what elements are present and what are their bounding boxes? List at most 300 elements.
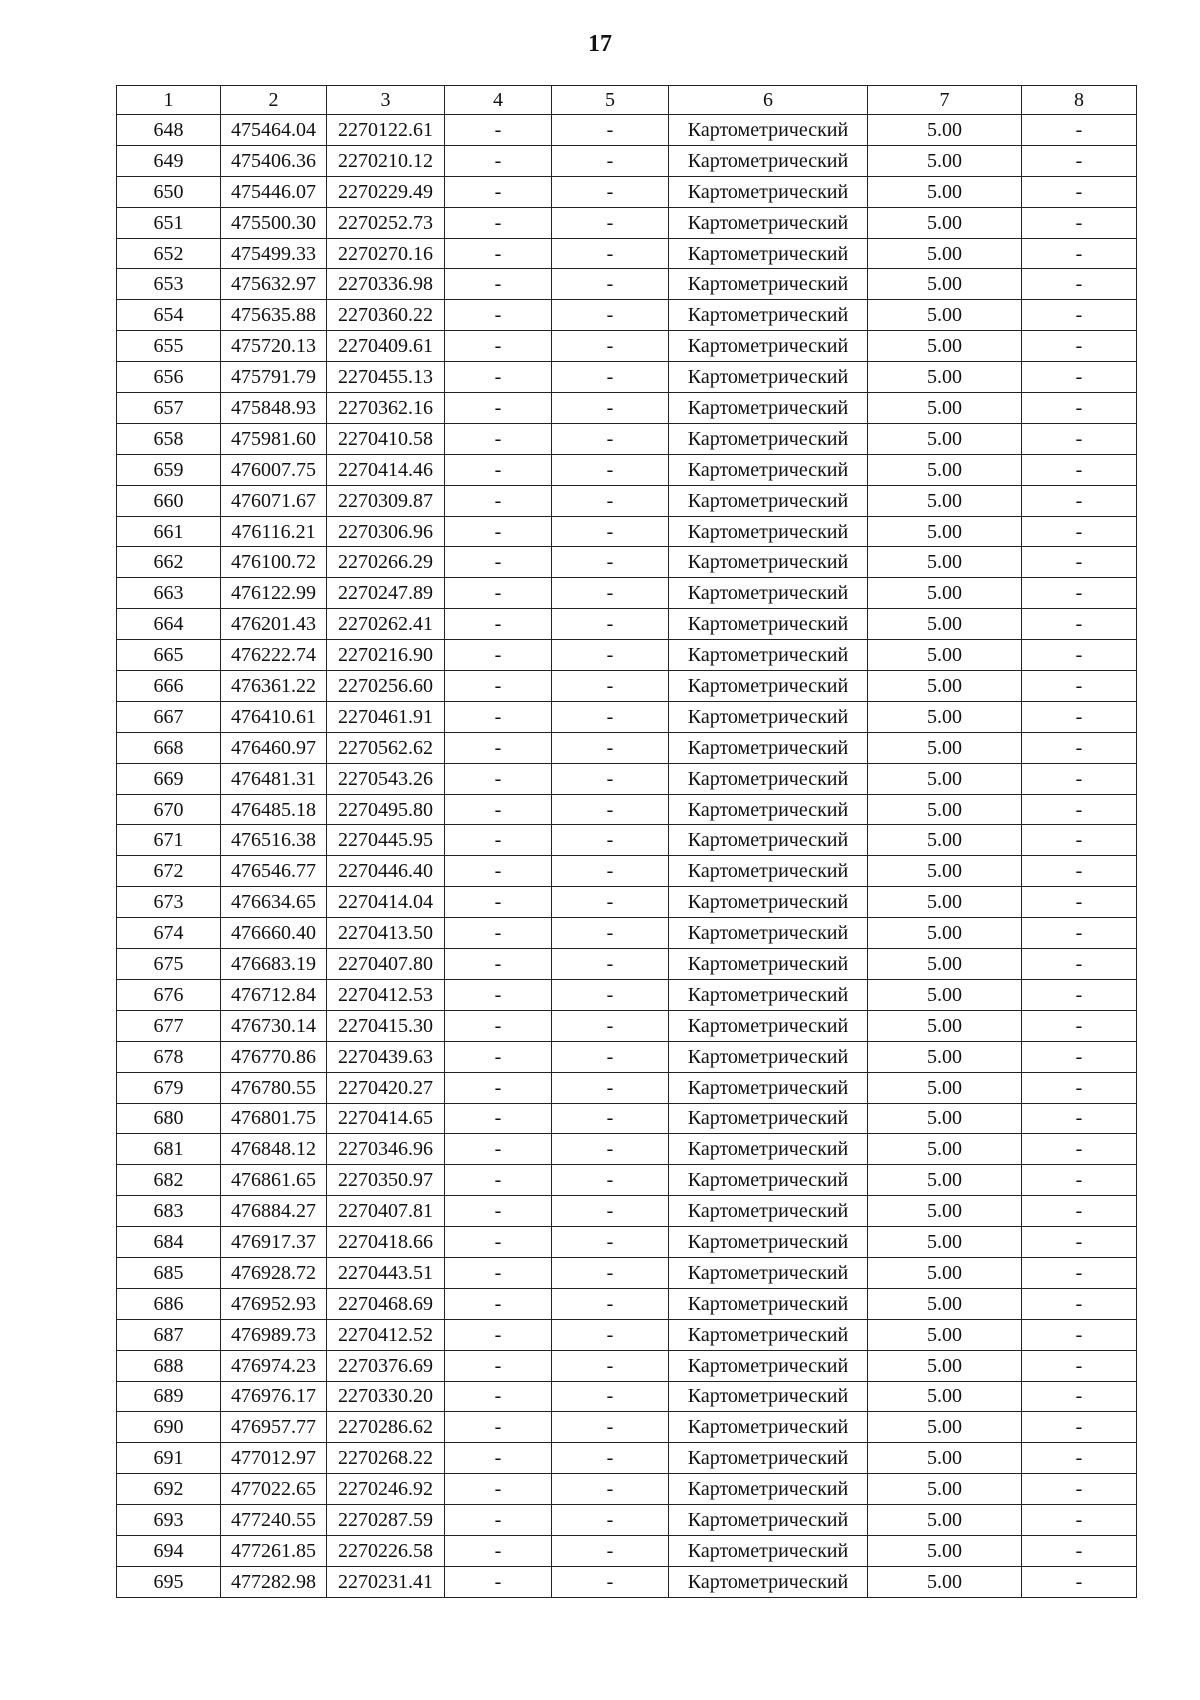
column-5-cell: - bbox=[552, 1196, 669, 1227]
header-row bbox=[117, 86, 1137, 115]
y-coordinate-cell: 2270256.60 bbox=[327, 671, 445, 702]
method-cell: Картометрический bbox=[669, 547, 868, 578]
point-number-cell: 673 bbox=[117, 887, 221, 918]
table-row bbox=[117, 825, 1137, 856]
column-4-cell: - bbox=[445, 1505, 552, 1536]
column-8-cell: - bbox=[1022, 949, 1137, 980]
method-cell: Картометрический bbox=[669, 1505, 868, 1536]
point-number-cell: 652 bbox=[117, 238, 221, 269]
column-4-cell: - bbox=[445, 1288, 552, 1319]
column-4-cell: - bbox=[445, 1381, 552, 1412]
x-coordinate-cell: 476201.43 bbox=[221, 609, 327, 640]
point-number-cell: 694 bbox=[117, 1535, 221, 1566]
column-5-cell: - bbox=[552, 1350, 669, 1381]
y-coordinate-cell: 2270412.52 bbox=[327, 1319, 445, 1350]
column-4-cell: - bbox=[445, 1010, 552, 1041]
point-number-cell: 677 bbox=[117, 1010, 221, 1041]
x-coordinate-cell: 476974.23 bbox=[221, 1350, 327, 1381]
point-number-cell: 671 bbox=[117, 825, 221, 856]
point-number-cell: 670 bbox=[117, 794, 221, 825]
accuracy-cell: 5.00 bbox=[868, 1412, 1022, 1443]
accuracy-cell: 5.00 bbox=[868, 1165, 1022, 1196]
accuracy-cell: 5.00 bbox=[868, 979, 1022, 1010]
method-cell: Картометрический bbox=[669, 176, 868, 207]
x-coordinate-cell: 475499.33 bbox=[221, 238, 327, 269]
point-number-cell: 656 bbox=[117, 362, 221, 393]
y-coordinate-cell: 2270252.73 bbox=[327, 207, 445, 238]
x-coordinate-cell: 475848.93 bbox=[221, 393, 327, 424]
method-cell: Картометрический bbox=[669, 1010, 868, 1041]
accuracy-cell: 5.00 bbox=[868, 1443, 1022, 1474]
y-coordinate-cell: 2270270.16 bbox=[327, 238, 445, 269]
column-5-cell: - bbox=[552, 485, 669, 516]
column-4-cell: - bbox=[445, 176, 552, 207]
column-5-cell: - bbox=[552, 609, 669, 640]
column-8-cell: - bbox=[1022, 671, 1137, 702]
table-row bbox=[117, 1319, 1137, 1350]
column-4-cell: - bbox=[445, 1134, 552, 1165]
method-cell: Картометрический bbox=[669, 1412, 868, 1443]
column-8-cell: - bbox=[1022, 1535, 1137, 1566]
y-coordinate-cell: 2270407.81 bbox=[327, 1196, 445, 1227]
column-4-cell: - bbox=[445, 115, 552, 146]
column-4-cell: - bbox=[445, 701, 552, 732]
method-cell: Картометрический bbox=[669, 485, 868, 516]
accuracy-cell: 5.00 bbox=[868, 1319, 1022, 1350]
column-5-cell: - bbox=[552, 1257, 669, 1288]
table-row bbox=[117, 115, 1137, 146]
point-number-cell: 657 bbox=[117, 393, 221, 424]
column-8-cell: - bbox=[1022, 1412, 1137, 1443]
column-8-cell: - bbox=[1022, 300, 1137, 331]
method-cell: Картометрический bbox=[669, 578, 868, 609]
point-number-cell: 663 bbox=[117, 578, 221, 609]
accuracy-cell: 5.00 bbox=[868, 423, 1022, 454]
y-coordinate-cell: 2270495.80 bbox=[327, 794, 445, 825]
point-number-cell: 669 bbox=[117, 763, 221, 794]
method-cell: Картометрический bbox=[669, 918, 868, 949]
table-row bbox=[117, 1227, 1137, 1258]
y-coordinate-cell: 2270246.92 bbox=[327, 1474, 445, 1505]
column-header: 2 bbox=[221, 86, 327, 115]
column-5-cell: - bbox=[552, 331, 669, 362]
table-row bbox=[117, 701, 1137, 732]
point-number-cell: 686 bbox=[117, 1288, 221, 1319]
table-row bbox=[117, 1350, 1137, 1381]
column-4-cell: - bbox=[445, 640, 552, 671]
column-8-cell: - bbox=[1022, 1350, 1137, 1381]
table-row bbox=[117, 454, 1137, 485]
column-5-cell: - bbox=[552, 1381, 669, 1412]
method-cell: Картометрический bbox=[669, 1165, 868, 1196]
table-row bbox=[117, 918, 1137, 949]
x-coordinate-cell: 476848.12 bbox=[221, 1134, 327, 1165]
column-5-cell: - bbox=[552, 887, 669, 918]
column-8-cell: - bbox=[1022, 1288, 1137, 1319]
column-header: 7 bbox=[868, 86, 1022, 115]
x-coordinate-cell: 476928.72 bbox=[221, 1257, 327, 1288]
column-5-cell: - bbox=[552, 207, 669, 238]
point-number-cell: 690 bbox=[117, 1412, 221, 1443]
column-8-cell: - bbox=[1022, 1505, 1137, 1536]
accuracy-cell: 5.00 bbox=[868, 269, 1022, 300]
accuracy-cell: 5.00 bbox=[868, 1103, 1022, 1134]
column-5-cell: - bbox=[552, 238, 669, 269]
table-row bbox=[117, 393, 1137, 424]
x-coordinate-cell: 476884.27 bbox=[221, 1196, 327, 1227]
table-row bbox=[117, 949, 1137, 980]
x-coordinate-cell: 476071.67 bbox=[221, 485, 327, 516]
table-row bbox=[117, 794, 1137, 825]
accuracy-cell: 5.00 bbox=[868, 207, 1022, 238]
x-coordinate-cell: 476660.40 bbox=[221, 918, 327, 949]
column-8-cell: - bbox=[1022, 1257, 1137, 1288]
method-cell: Картометрический bbox=[669, 300, 868, 331]
method-cell: Картометрический bbox=[669, 115, 868, 146]
table-row bbox=[117, 732, 1137, 763]
x-coordinate-cell: 477240.55 bbox=[221, 1505, 327, 1536]
table-header bbox=[117, 86, 1137, 115]
column-8-cell: - bbox=[1022, 454, 1137, 485]
column-4-cell: - bbox=[445, 547, 552, 578]
x-coordinate-cell: 476770.86 bbox=[221, 1041, 327, 1072]
accuracy-cell: 5.00 bbox=[868, 300, 1022, 331]
y-coordinate-cell: 2270468.69 bbox=[327, 1288, 445, 1319]
column-4-cell: - bbox=[445, 516, 552, 547]
column-5-cell: - bbox=[552, 949, 669, 980]
x-coordinate-cell: 475500.30 bbox=[221, 207, 327, 238]
x-coordinate-cell: 475635.88 bbox=[221, 300, 327, 331]
method-cell: Картометрический bbox=[669, 1134, 868, 1165]
y-coordinate-cell: 2270336.98 bbox=[327, 269, 445, 300]
accuracy-cell: 5.00 bbox=[868, 516, 1022, 547]
point-number-cell: 651 bbox=[117, 207, 221, 238]
point-number-cell: 692 bbox=[117, 1474, 221, 1505]
x-coordinate-cell: 476516.38 bbox=[221, 825, 327, 856]
column-header: 6 bbox=[669, 86, 868, 115]
point-number-cell: 667 bbox=[117, 701, 221, 732]
column-8-cell: - bbox=[1022, 1165, 1137, 1196]
accuracy-cell: 5.00 bbox=[868, 671, 1022, 702]
accuracy-cell: 5.00 bbox=[868, 1227, 1022, 1258]
method-cell: Картометрический bbox=[669, 825, 868, 856]
column-5-cell: - bbox=[552, 701, 669, 732]
y-coordinate-cell: 2270216.90 bbox=[327, 640, 445, 671]
point-number-cell: 683 bbox=[117, 1196, 221, 1227]
y-coordinate-cell: 2270226.58 bbox=[327, 1535, 445, 1566]
y-coordinate-cell: 2270266.29 bbox=[327, 547, 445, 578]
point-number-cell: 681 bbox=[117, 1134, 221, 1165]
accuracy-cell: 5.00 bbox=[868, 1288, 1022, 1319]
y-coordinate-cell: 2270439.63 bbox=[327, 1041, 445, 1072]
accuracy-cell: 5.00 bbox=[868, 1134, 1022, 1165]
method-cell: Картометрический bbox=[669, 671, 868, 702]
method-cell: Картометрический bbox=[669, 1288, 868, 1319]
column-4-cell: - bbox=[445, 362, 552, 393]
column-5-cell: - bbox=[552, 1103, 669, 1134]
method-cell: Картометрический bbox=[669, 763, 868, 794]
accuracy-cell: 5.00 bbox=[868, 732, 1022, 763]
x-coordinate-cell: 477022.65 bbox=[221, 1474, 327, 1505]
column-8-cell: - bbox=[1022, 176, 1137, 207]
column-5-cell: - bbox=[552, 732, 669, 763]
column-4-cell: - bbox=[445, 1041, 552, 1072]
y-coordinate-cell: 2270414.04 bbox=[327, 887, 445, 918]
column-8-cell: - bbox=[1022, 547, 1137, 578]
y-coordinate-cell: 2270306.96 bbox=[327, 516, 445, 547]
accuracy-cell: 5.00 bbox=[868, 331, 1022, 362]
method-cell: Картометрический bbox=[669, 949, 868, 980]
column-5-cell: - bbox=[552, 671, 669, 702]
method-cell: Картометрический bbox=[669, 794, 868, 825]
column-8-cell: - bbox=[1022, 1381, 1137, 1412]
table-row bbox=[117, 423, 1137, 454]
x-coordinate-cell: 476780.55 bbox=[221, 1072, 327, 1103]
accuracy-cell: 5.00 bbox=[868, 238, 1022, 269]
point-number-cell: 678 bbox=[117, 1041, 221, 1072]
column-5-cell: - bbox=[552, 547, 669, 578]
column-4-cell: - bbox=[445, 393, 552, 424]
column-4-cell: - bbox=[445, 269, 552, 300]
point-number-cell: 682 bbox=[117, 1165, 221, 1196]
method-cell: Картометрический bbox=[669, 1041, 868, 1072]
column-8-cell: - bbox=[1022, 1103, 1137, 1134]
coordinates-table bbox=[116, 85, 1137, 1598]
x-coordinate-cell: 476989.73 bbox=[221, 1319, 327, 1350]
column-4-cell: - bbox=[445, 918, 552, 949]
accuracy-cell: 5.00 bbox=[868, 640, 1022, 671]
point-number-cell: 695 bbox=[117, 1566, 221, 1597]
column-5-cell: - bbox=[552, 1165, 669, 1196]
point-number-cell: 693 bbox=[117, 1505, 221, 1536]
table-row bbox=[117, 1443, 1137, 1474]
method-cell: Картометрический bbox=[669, 701, 868, 732]
accuracy-cell: 5.00 bbox=[868, 1010, 1022, 1041]
column-5-cell: - bbox=[552, 176, 669, 207]
x-coordinate-cell: 476712.84 bbox=[221, 979, 327, 1010]
y-coordinate-cell: 2270443.51 bbox=[327, 1257, 445, 1288]
column-4-cell: - bbox=[445, 1443, 552, 1474]
column-8-cell: - bbox=[1022, 115, 1137, 146]
column-5-cell: - bbox=[552, 300, 669, 331]
point-number-cell: 676 bbox=[117, 979, 221, 1010]
y-coordinate-cell: 2270262.41 bbox=[327, 609, 445, 640]
y-coordinate-cell: 2270455.13 bbox=[327, 362, 445, 393]
column-4-cell: - bbox=[445, 578, 552, 609]
table-body bbox=[117, 115, 1137, 1598]
x-coordinate-cell: 476481.31 bbox=[221, 763, 327, 794]
method-cell: Картометрический bbox=[669, 732, 868, 763]
accuracy-cell: 5.00 bbox=[868, 825, 1022, 856]
column-8-cell: - bbox=[1022, 701, 1137, 732]
column-4-cell: - bbox=[445, 238, 552, 269]
accuracy-cell: 5.00 bbox=[868, 1196, 1022, 1227]
point-number-cell: 659 bbox=[117, 454, 221, 485]
table-row bbox=[117, 609, 1137, 640]
table-row bbox=[117, 269, 1137, 300]
method-cell: Картометрический bbox=[669, 1350, 868, 1381]
table-row bbox=[117, 578, 1137, 609]
point-number-cell: 658 bbox=[117, 423, 221, 454]
x-coordinate-cell: 476007.75 bbox=[221, 454, 327, 485]
column-5-cell: - bbox=[552, 1566, 669, 1597]
y-coordinate-cell: 2270418.66 bbox=[327, 1227, 445, 1258]
y-coordinate-cell: 2270286.62 bbox=[327, 1412, 445, 1443]
y-coordinate-cell: 2270287.59 bbox=[327, 1505, 445, 1536]
point-number-cell: 691 bbox=[117, 1443, 221, 1474]
accuracy-cell: 5.00 bbox=[868, 609, 1022, 640]
column-8-cell: - bbox=[1022, 1227, 1137, 1258]
point-number-cell: 679 bbox=[117, 1072, 221, 1103]
y-coordinate-cell: 2270410.58 bbox=[327, 423, 445, 454]
accuracy-cell: 5.00 bbox=[868, 1072, 1022, 1103]
x-coordinate-cell: 476730.14 bbox=[221, 1010, 327, 1041]
column-4-cell: - bbox=[445, 1103, 552, 1134]
accuracy-cell: 5.00 bbox=[868, 794, 1022, 825]
method-cell: Картометрический bbox=[669, 1381, 868, 1412]
column-4-cell: - bbox=[445, 1072, 552, 1103]
column-4-cell: - bbox=[445, 1474, 552, 1505]
point-number-cell: 689 bbox=[117, 1381, 221, 1412]
accuracy-cell: 5.00 bbox=[868, 763, 1022, 794]
table-row bbox=[117, 1566, 1137, 1597]
method-cell: Картометрический bbox=[669, 609, 868, 640]
x-coordinate-cell: 475720.13 bbox=[221, 331, 327, 362]
y-coordinate-cell: 2270445.95 bbox=[327, 825, 445, 856]
column-5-cell: - bbox=[552, 1134, 669, 1165]
point-number-cell: 661 bbox=[117, 516, 221, 547]
point-number-cell: 664 bbox=[117, 609, 221, 640]
column-header: 1 bbox=[117, 86, 221, 115]
point-number-cell: 655 bbox=[117, 331, 221, 362]
point-number-cell: 675 bbox=[117, 949, 221, 980]
column-8-cell: - bbox=[1022, 856, 1137, 887]
column-8-cell: - bbox=[1022, 269, 1137, 300]
table-row bbox=[117, 979, 1137, 1010]
column-4-cell: - bbox=[445, 887, 552, 918]
accuracy-cell: 5.00 bbox=[868, 578, 1022, 609]
column-4-cell: - bbox=[445, 979, 552, 1010]
column-8-cell: - bbox=[1022, 1319, 1137, 1350]
column-5-cell: - bbox=[552, 856, 669, 887]
column-header: 5 bbox=[552, 86, 669, 115]
column-4-cell: - bbox=[445, 794, 552, 825]
method-cell: Картометрический bbox=[669, 207, 868, 238]
point-number-cell: 687 bbox=[117, 1319, 221, 1350]
table-row bbox=[117, 1535, 1137, 1566]
x-coordinate-cell: 477261.85 bbox=[221, 1535, 327, 1566]
y-coordinate-cell: 2270413.50 bbox=[327, 918, 445, 949]
x-coordinate-cell: 475791.79 bbox=[221, 362, 327, 393]
x-coordinate-cell: 476100.72 bbox=[221, 547, 327, 578]
method-cell: Картометрический bbox=[669, 269, 868, 300]
accuracy-cell: 5.00 bbox=[868, 393, 1022, 424]
point-number-cell: 668 bbox=[117, 732, 221, 763]
y-coordinate-cell: 2270412.53 bbox=[327, 979, 445, 1010]
column-5-cell: - bbox=[552, 1412, 669, 1443]
y-coordinate-cell: 2270362.16 bbox=[327, 393, 445, 424]
table-row bbox=[117, 887, 1137, 918]
point-number-cell: 688 bbox=[117, 1350, 221, 1381]
y-coordinate-cell: 2270346.96 bbox=[327, 1134, 445, 1165]
table-row bbox=[117, 145, 1137, 176]
column-5-cell: - bbox=[552, 979, 669, 1010]
column-8-cell: - bbox=[1022, 763, 1137, 794]
column-8-cell: - bbox=[1022, 1474, 1137, 1505]
table-row bbox=[117, 485, 1137, 516]
table-row bbox=[117, 1474, 1137, 1505]
table-row bbox=[117, 1412, 1137, 1443]
x-coordinate-cell: 476460.97 bbox=[221, 732, 327, 763]
column-4-cell: - bbox=[445, 949, 552, 980]
column-8-cell: - bbox=[1022, 331, 1137, 362]
column-5-cell: - bbox=[552, 362, 669, 393]
column-5-cell: - bbox=[552, 115, 669, 146]
column-4-cell: - bbox=[445, 423, 552, 454]
method-cell: Картометрический bbox=[669, 979, 868, 1010]
table-row bbox=[117, 331, 1137, 362]
column-8-cell: - bbox=[1022, 979, 1137, 1010]
column-8-cell: - bbox=[1022, 732, 1137, 763]
y-coordinate-cell: 2270122.61 bbox=[327, 115, 445, 146]
y-coordinate-cell: 2270461.91 bbox=[327, 701, 445, 732]
point-number-cell: 660 bbox=[117, 485, 221, 516]
y-coordinate-cell: 2270407.80 bbox=[327, 949, 445, 980]
column-4-cell: - bbox=[445, 1227, 552, 1258]
column-8-cell: - bbox=[1022, 825, 1137, 856]
column-5-cell: - bbox=[552, 393, 669, 424]
y-coordinate-cell: 2270330.20 bbox=[327, 1381, 445, 1412]
column-8-cell: - bbox=[1022, 1443, 1137, 1474]
x-coordinate-cell: 476634.65 bbox=[221, 887, 327, 918]
y-coordinate-cell: 2270446.40 bbox=[327, 856, 445, 887]
point-number-cell: 654 bbox=[117, 300, 221, 331]
accuracy-cell: 5.00 bbox=[868, 1535, 1022, 1566]
x-coordinate-cell: 476683.19 bbox=[221, 949, 327, 980]
y-coordinate-cell: 2270409.61 bbox=[327, 331, 445, 362]
accuracy-cell: 5.00 bbox=[868, 918, 1022, 949]
column-8-cell: - bbox=[1022, 918, 1137, 949]
table-row bbox=[117, 1165, 1137, 1196]
point-number-cell: 665 bbox=[117, 640, 221, 671]
column-4-cell: - bbox=[445, 609, 552, 640]
y-coordinate-cell: 2270231.41 bbox=[327, 1566, 445, 1597]
column-8-cell: - bbox=[1022, 1072, 1137, 1103]
method-cell: Картометрический bbox=[669, 1227, 868, 1258]
point-number-cell: 680 bbox=[117, 1103, 221, 1134]
column-8-cell: - bbox=[1022, 516, 1137, 547]
method-cell: Картометрический bbox=[669, 423, 868, 454]
column-5-cell: - bbox=[552, 1072, 669, 1103]
accuracy-cell: 5.00 bbox=[868, 1505, 1022, 1536]
x-coordinate-cell: 475406.36 bbox=[221, 145, 327, 176]
x-coordinate-cell: 476861.65 bbox=[221, 1165, 327, 1196]
method-cell: Картометрический bbox=[669, 1257, 868, 1288]
column-5-cell: - bbox=[552, 794, 669, 825]
column-5-cell: - bbox=[552, 1505, 669, 1536]
table-row bbox=[117, 1196, 1137, 1227]
x-coordinate-cell: 476952.93 bbox=[221, 1288, 327, 1319]
y-coordinate-cell: 2270543.26 bbox=[327, 763, 445, 794]
column-4-cell: - bbox=[445, 331, 552, 362]
y-coordinate-cell: 2270420.27 bbox=[327, 1072, 445, 1103]
method-cell: Картометрический bbox=[669, 454, 868, 485]
column-8-cell: - bbox=[1022, 1041, 1137, 1072]
method-cell: Картометрический bbox=[669, 145, 868, 176]
accuracy-cell: 5.00 bbox=[868, 176, 1022, 207]
method-cell: Картометрический bbox=[669, 1566, 868, 1597]
column-5-cell: - bbox=[552, 269, 669, 300]
